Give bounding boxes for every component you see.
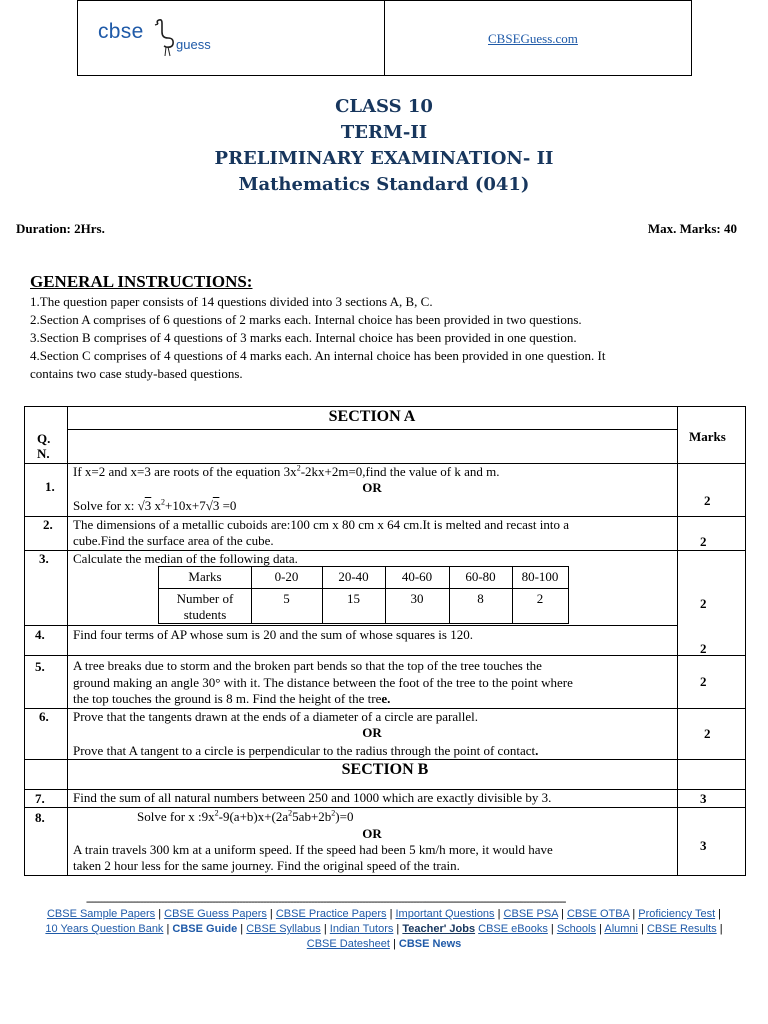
header-divider (384, 1, 385, 75)
footer-link[interactable]: CBSE OTBA (566, 908, 630, 920)
q6-number: 6. (39, 709, 49, 724)
q3-number: 3. (39, 551, 49, 566)
data-cell: 60-80 (465, 569, 496, 584)
sqrt-icon: √ (205, 498, 213, 513)
data-cell: 40-60 (401, 569, 433, 584)
footer-link[interactable]: Indian Tutors (329, 923, 394, 935)
section-b-heading: SECTION B (341, 761, 429, 778)
instruction-item: 4.Section C comprises of 4 questions of 4 marks each. An internal choice has been provided in one question. It (30, 348, 606, 363)
footer-link[interactable]: Important Questions (395, 908, 495, 920)
footer-link[interactable]: CBSE Guess Papers (164, 908, 267, 920)
instruction-item: contains two case study-based questions. (30, 366, 243, 381)
sqrt-icon: √ (137, 498, 145, 513)
q5-marks: 2 (700, 674, 707, 689)
data-row-divider (159, 588, 568, 589)
q3-question: Calculate the median of the following data. (73, 551, 298, 566)
footer-link[interactable]: CBSE eBooks (478, 923, 548, 935)
data-cell: 5 (283, 591, 290, 606)
q6-marks: 2 (704, 726, 711, 741)
q8-line: A train travels 300 km at a uniform speed. If the speed had been 5 km/h more, it would have (73, 842, 553, 857)
data-cell: 30 (410, 591, 424, 606)
q1-number: 1. (45, 479, 55, 494)
data-cell: 0-20 (274, 569, 299, 584)
row-divider (25, 655, 745, 656)
row-divider (25, 625, 677, 626)
q2-line: cube.Find the surface area of the cube. (73, 533, 274, 548)
title-term: TERM-II (340, 122, 428, 143)
data-cell: 2 (536, 591, 544, 606)
data-cell: 8 (477, 591, 484, 606)
footer-link[interactable]: CBSE News (398, 938, 462, 950)
title-exam: PRELIMINARY EXAMINATION- II (214, 148, 554, 169)
col-divider (67, 407, 68, 876)
footer-link[interactable]: CBSE Practice Papers (275, 908, 387, 920)
row-divider (25, 759, 745, 760)
q6-question-b: Prove that A tangent to a circle is perpendicular to the radius through the point of contact. (73, 743, 539, 758)
footer-link[interactable]: CBSE Datesheet (306, 938, 390, 950)
data-cell: Number of (176, 591, 234, 606)
footer-link[interactable]: CBSE Sample Papers (46, 908, 156, 920)
q8-line: taken 2 hour less for the same journey. Find the original speed of the train. (73, 858, 460, 873)
q2-line: The dimensions of a metallic cuboids are:100 cm x 80 cm x 64 cm.It is melted and recast into a (73, 517, 570, 532)
row-divider (67, 429, 677, 430)
q5-line: ground making an angle 30° with it. The distance between the foot of the tree to the point where (73, 675, 573, 690)
q1-question-a: If x=2 and x=3 are roots of the equation $3x^2-2kx+2m=0,find$ the value of k and m. (73, 463, 500, 479)
footer-link[interactable]: Teacher' Jobs (402, 923, 476, 935)
footer-divider: ---------------------------------------------------------------------------------------------------------------------------------------------------------------- (86, 894, 566, 908)
instruction-item: 2.Section A comprises of 6 questions of 2 marks each. Internal choice has been provided in two questions. (30, 312, 582, 327)
q4-number: 4. (35, 627, 45, 642)
exam-titles (0, 94, 768, 198)
q5-line-last: the top touches the ground is 8 m. Find the height of the tree. (73, 691, 391, 706)
data-cell: 15 (347, 591, 360, 606)
footer-links-row2: 10 Years Question Bank | CBSE Guide | CBSE Syllabus | Indian Tutors | Teacher' Jobs CBSE eBooks | Schools | Alumni | CBSE Results | (45, 923, 723, 935)
q7-number: 7. (35, 791, 45, 806)
footer-link[interactable]: Alumni (604, 923, 638, 935)
site-link[interactable]: CBSEGuess.com (488, 31, 578, 46)
row-divider (25, 807, 745, 808)
footer-link[interactable]: CBSE Guide (172, 923, 238, 935)
q2-marks: 2 (700, 534, 707, 549)
data-cell: Marks (188, 569, 222, 584)
footer-links-row3: CBSE Datesheet | CBSE News (306, 938, 462, 950)
section-a-heading: SECTION A (328, 408, 416, 425)
q7-question: Find the sum of all natural numbers between 250 and 1000 which are exactly divisible by 3. (73, 790, 552, 805)
data-cell: 20-40 (338, 569, 369, 584)
footer-link[interactable]: 10 Years Question Bank (45, 923, 164, 935)
q7-marks: 3 (700, 791, 707, 806)
instruction-item: 3.Section B comprises of 4 questions of 3 marks each. Internal choice has been provided in one question. (30, 330, 577, 345)
title-subject: Mathematics Standard (041) (238, 174, 530, 195)
q8-marks: 3 (700, 838, 707, 853)
q6-question-a: Prove that the tangents drawn at the ends of a diameter of a circle are parallel. (73, 709, 478, 724)
logo-text: cbse (98, 20, 144, 43)
q8-number: 8. (35, 810, 45, 825)
q2-number: 2. (43, 517, 53, 532)
footer-link[interactable]: CBSE Results (646, 923, 717, 935)
q4-marks: 2 (700, 641, 707, 656)
instruction-item: 1.The question paper consists of 14 questions divided into 3 sections A, B, C. (30, 294, 433, 309)
marks-header: Marks (689, 429, 726, 444)
q4-question: Find four terms of AP whose sum is 20 and the sum of whose squares is 120. (73, 627, 473, 642)
questions-table (24, 406, 746, 876)
max-marks: Max. Marks: 40 (647, 221, 737, 236)
title-class: CLASS 10 (335, 96, 433, 117)
footer-link[interactable]: Proficiency Test (638, 908, 716, 920)
data-cell: students (183, 607, 227, 622)
footer-link[interactable]: CBSE Syllabus (246, 923, 321, 935)
cbseguess-logo[interactable] (98, 18, 228, 58)
instructions-title: GENERAL INSTRUCTIONS: (30, 272, 253, 291)
footer-links-row1: CBSE Sample Papers | CBSE Guess Papers | CBSE Practice Papers | Important Questions | CBSE PSA | CBSE OTBA | Proficiency Test | (46, 908, 722, 920)
median-data-table (158, 566, 569, 624)
q6-or: OR (362, 725, 382, 740)
data-cell: 80-100 (521, 569, 559, 584)
q1-question-b: Solve for x: √3 $x^2+10x+7√3 =0$ (73, 497, 237, 513)
q8-question-a: Solve for x $:9x^2-9(a+b)x+(2a^25ab+2b^2)=0$ (137, 808, 354, 824)
q8-or: OR (362, 826, 382, 841)
footer-link[interactable]: Schools (556, 923, 596, 935)
instructions-list (30, 293, 730, 383)
q3-marks: 2 (700, 596, 707, 611)
col-divider (677, 407, 678, 876)
logo-subtext: guess (176, 37, 211, 52)
q1-or: OR (362, 480, 382, 495)
q5-line: A tree breaks due to storm and the broken part bends so that the top of the tree touches the (73, 658, 542, 673)
q5-number: 5. (35, 659, 45, 674)
qn-header: Q. (37, 431, 51, 446)
qn-header: N. (37, 446, 50, 461)
q1-marks: 2 (704, 493, 711, 508)
duration: Duration: 2Hrs. (16, 221, 105, 236)
footer-link[interactable]: CBSE PSA (503, 908, 558, 920)
